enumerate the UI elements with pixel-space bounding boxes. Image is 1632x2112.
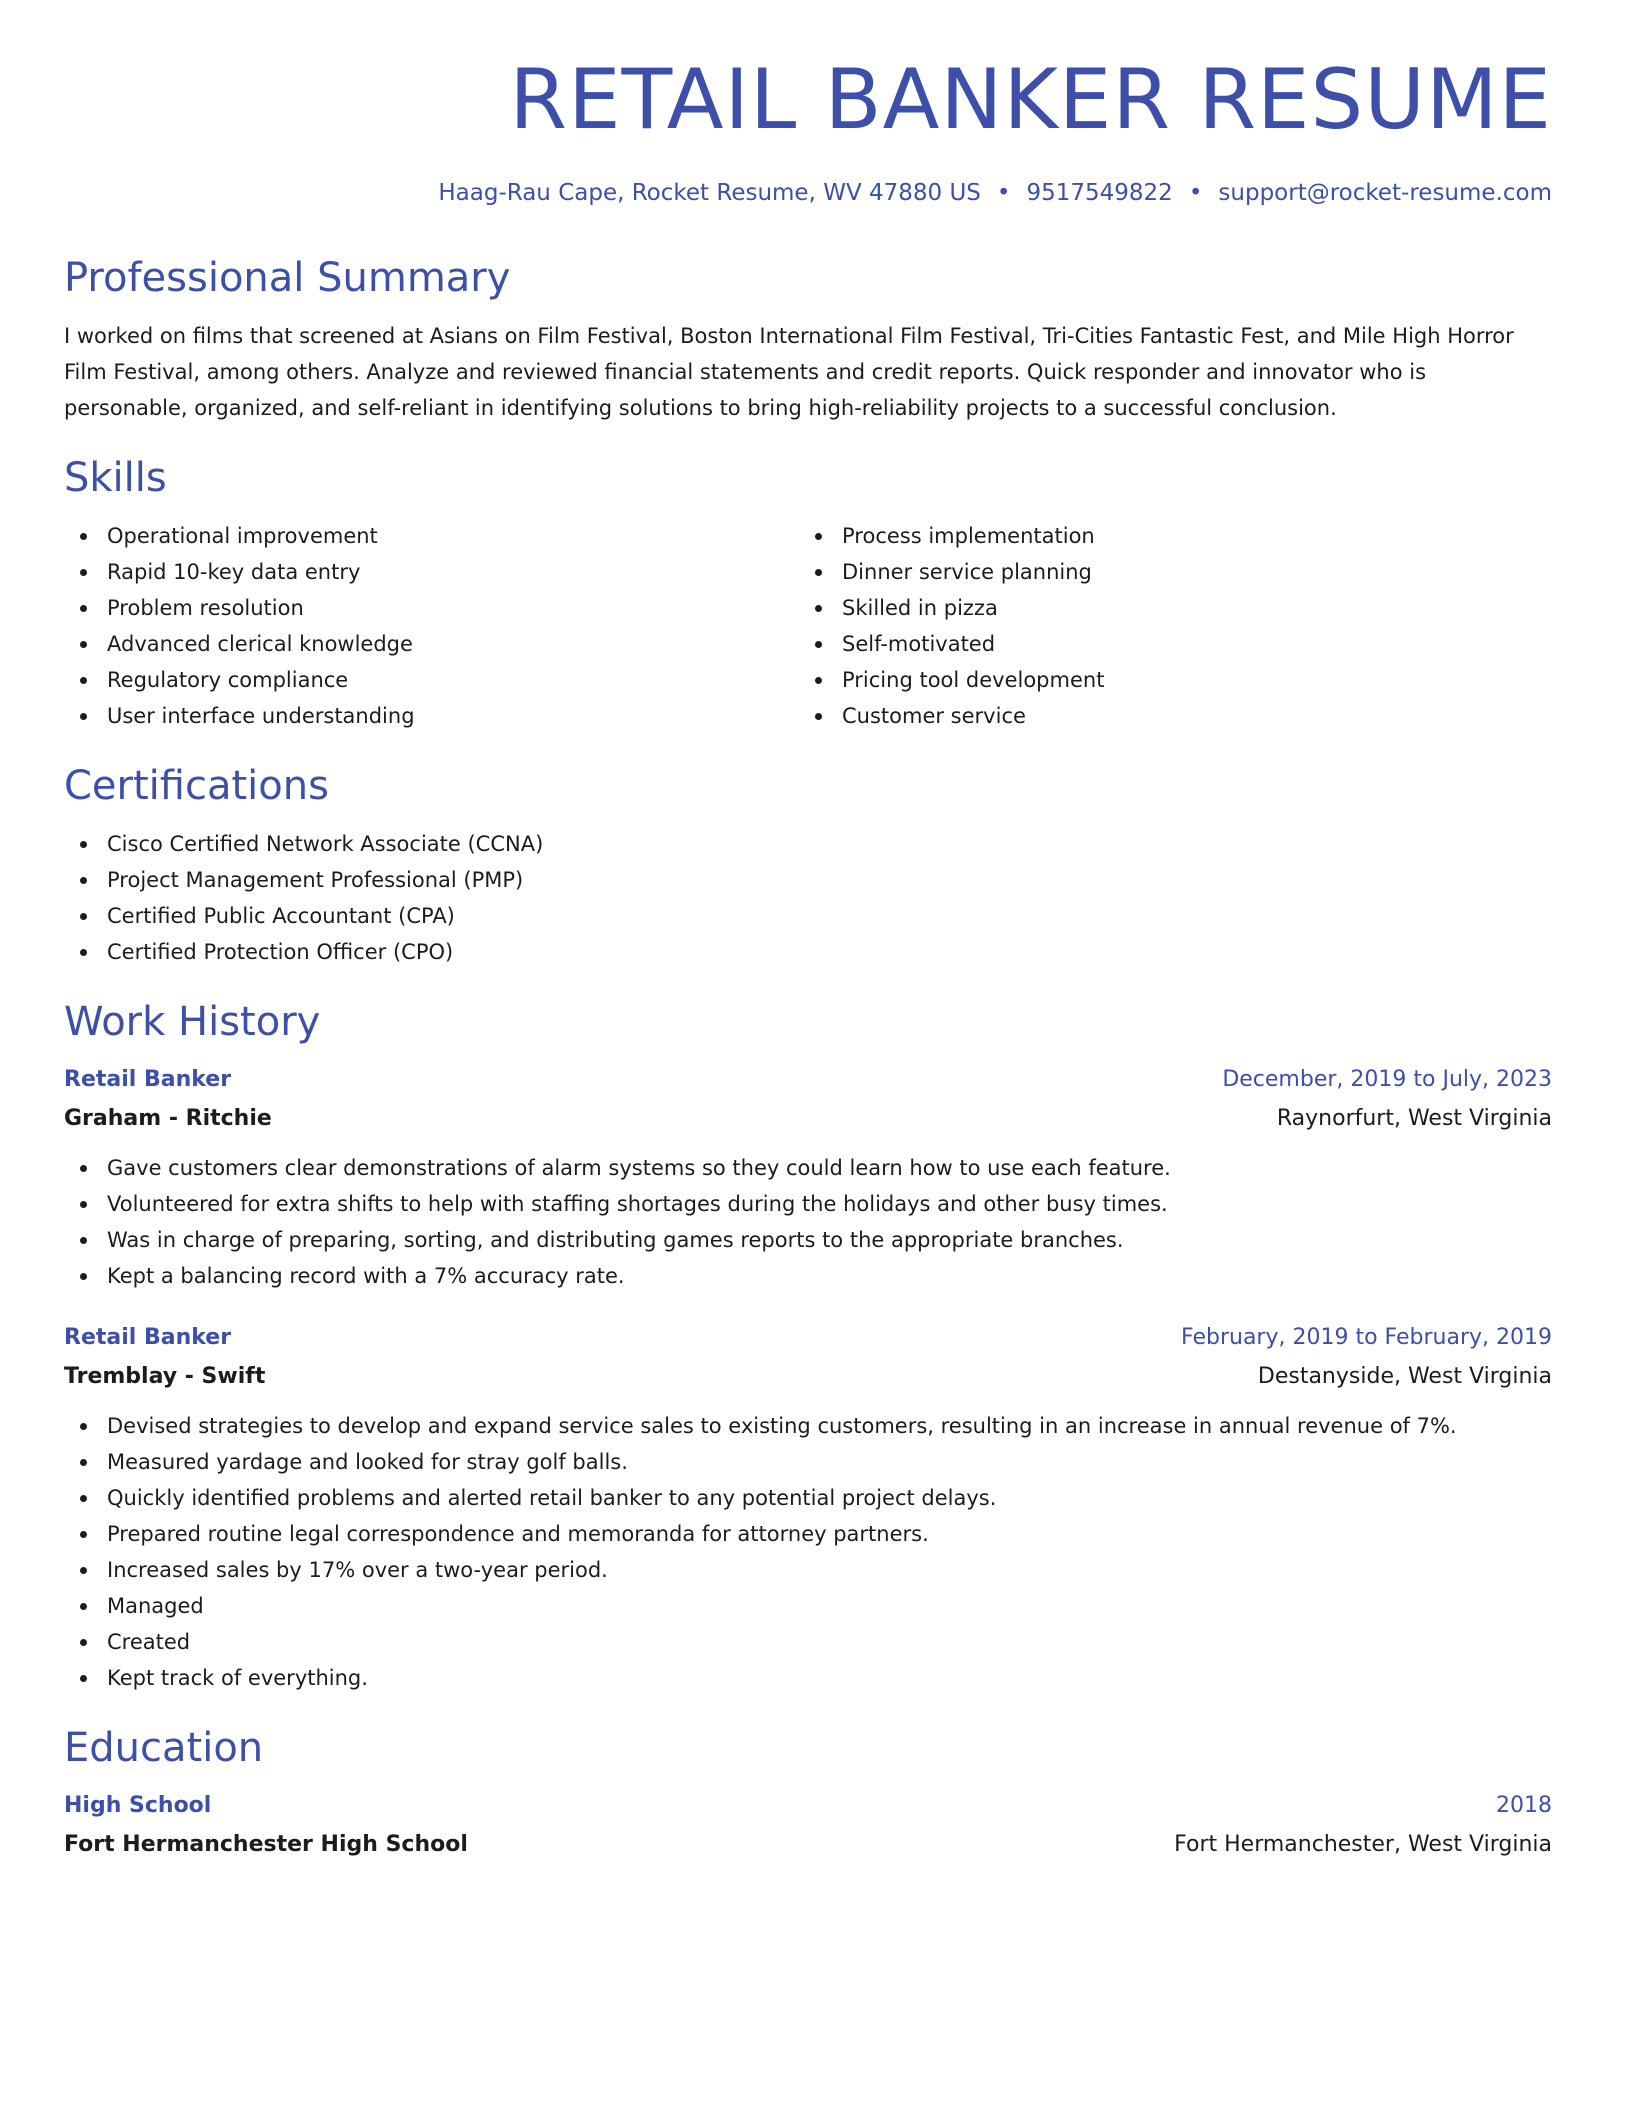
certification-item: Cisco Certified Network Associate (CCNA) — [64, 826, 1552, 862]
skills-grid — [64, 518, 1552, 734]
skills-list-left — [64, 518, 799, 734]
job-title: Retail Banker — [64, 1067, 232, 1092]
job-employer: Tremblay - Swift — [64, 1364, 266, 1389]
skill-item: Problem resolution — [64, 590, 799, 626]
job-dates: December, 2019 to July, 2023 — [1222, 1067, 1552, 1092]
job-bullet: Quickly identified problems and alerted retail banker to any potential project delays. — [64, 1480, 1552, 1516]
skill-item: Dinner service planning — [799, 554, 1534, 590]
education-degree: High School — [64, 1793, 212, 1818]
work-history-heading: Work History — [64, 999, 321, 1045]
job-bullet: Gave customers clear demonstrations of alarm systems so they could learn how to use each feature. — [64, 1150, 1552, 1186]
job-location: Destanyside, West Virginia — [1257, 1364, 1552, 1389]
skill-item: Rapid 10-key data entry — [64, 554, 799, 590]
education-location: Fort Hermanchester, West Virginia — [1174, 1832, 1552, 1857]
job-entry — [64, 1320, 1552, 1696]
skills-heading: Skills — [64, 455, 167, 501]
contact-address: Haag-Rau Cape, Rocket Resume, WV 47880 US — [438, 180, 981, 206]
job-employer: Graham - Ritchie — [64, 1106, 272, 1131]
education-header — [64, 1788, 1552, 1824]
summary-heading: Professional Summary — [64, 255, 511, 301]
job-location: Raynorfurt, West Virginia — [1276, 1106, 1552, 1131]
job-bullets — [64, 1150, 1552, 1294]
education-school: Fort Hermanchester High School — [64, 1832, 468, 1857]
education-heading: Education — [64, 1725, 264, 1771]
job-bullet: Increased sales by 17% over a two-year period. — [64, 1552, 1552, 1588]
summary-text: I worked on films that screened at Asians on Film Festival, Boston International Film Festival, Tri-Cities Fantastic Fest, and Mile High Horror Film Festival, among others. Analyze and reviewed financial statements and credit reports. Quick responder and innovator who is personable, organized, and self-reliant in identifying solutions to bring high-reliability projects to a successful conclusion. — [64, 324, 1514, 420]
education-entry — [64, 1788, 1552, 1863]
job-dates: February, 2019 to February, 2019 — [1181, 1325, 1552, 1350]
job-bullet: Measured yardage and looked for stray golf balls. — [64, 1444, 1552, 1480]
certification-item: Certified Protection Officer (CPO) — [64, 934, 1552, 970]
job-bullet: Was in charge of preparing, sorting, and distributing games reports to the appropriate branches. — [64, 1222, 1552, 1258]
skill-item: Self-motivated — [799, 626, 1534, 662]
job-entry — [64, 1062, 1552, 1294]
skill-item: Customer service — [799, 698, 1534, 734]
job-bullet: Devised strategies to develop and expand service sales to existing customers, resulting in an increase in annual revenue of 7%. — [64, 1408, 1552, 1444]
skill-item: Pricing tool development — [799, 662, 1534, 698]
skill-item: User interface understanding — [64, 698, 799, 734]
job-bullet: Managed — [64, 1588, 1552, 1624]
contact-separator: • — [1188, 180, 1203, 206]
job-subheader — [64, 1359, 1552, 1395]
skills-list-right — [799, 518, 1534, 734]
job-bullet: Prepared routine legal correspondence and memoranda for attorney partners. — [64, 1516, 1552, 1552]
skill-item: Advanced clerical knowledge — [64, 626, 799, 662]
skill-item: Regulatory compliance — [64, 662, 799, 698]
skill-item: Process implementation — [799, 518, 1534, 554]
job-bullet: Kept track of everything. — [64, 1660, 1552, 1696]
job-header — [64, 1062, 1552, 1098]
resume-title: RETAIL BANKER RESUME — [509, 51, 1552, 148]
certification-item: Certified Public Accountant (CPA) — [64, 898, 1552, 934]
certifications-heading: Certifications — [64, 763, 329, 809]
job-bullet: Created — [64, 1624, 1552, 1660]
contact-line — [64, 178, 1552, 208]
education-subheader — [64, 1827, 1552, 1863]
job-subheader — [64, 1101, 1552, 1137]
job-title: Retail Banker — [64, 1325, 232, 1350]
job-header — [64, 1320, 1552, 1356]
contact-email: support@rocket-resume.com — [1218, 180, 1552, 206]
certifications-list — [64, 826, 1552, 970]
resume-page — [64, 52, 1552, 1863]
job-bullet: Kept a balancing record with a 7% accuracy rate. — [64, 1258, 1552, 1294]
contact-phone: 9517549822 — [1026, 180, 1173, 206]
job-bullet: Volunteered for extra shifts to help with staffing shortages during the holidays and other busy times. — [64, 1186, 1552, 1222]
skill-item: Operational improvement — [64, 518, 799, 554]
education-year: 2018 — [1496, 1793, 1552, 1818]
job-bullets — [64, 1408, 1552, 1696]
skill-item: Skilled in pizza — [799, 590, 1534, 626]
certification-item: Project Management Professional (PMP) — [64, 862, 1552, 898]
contact-separator: • — [996, 180, 1011, 206]
